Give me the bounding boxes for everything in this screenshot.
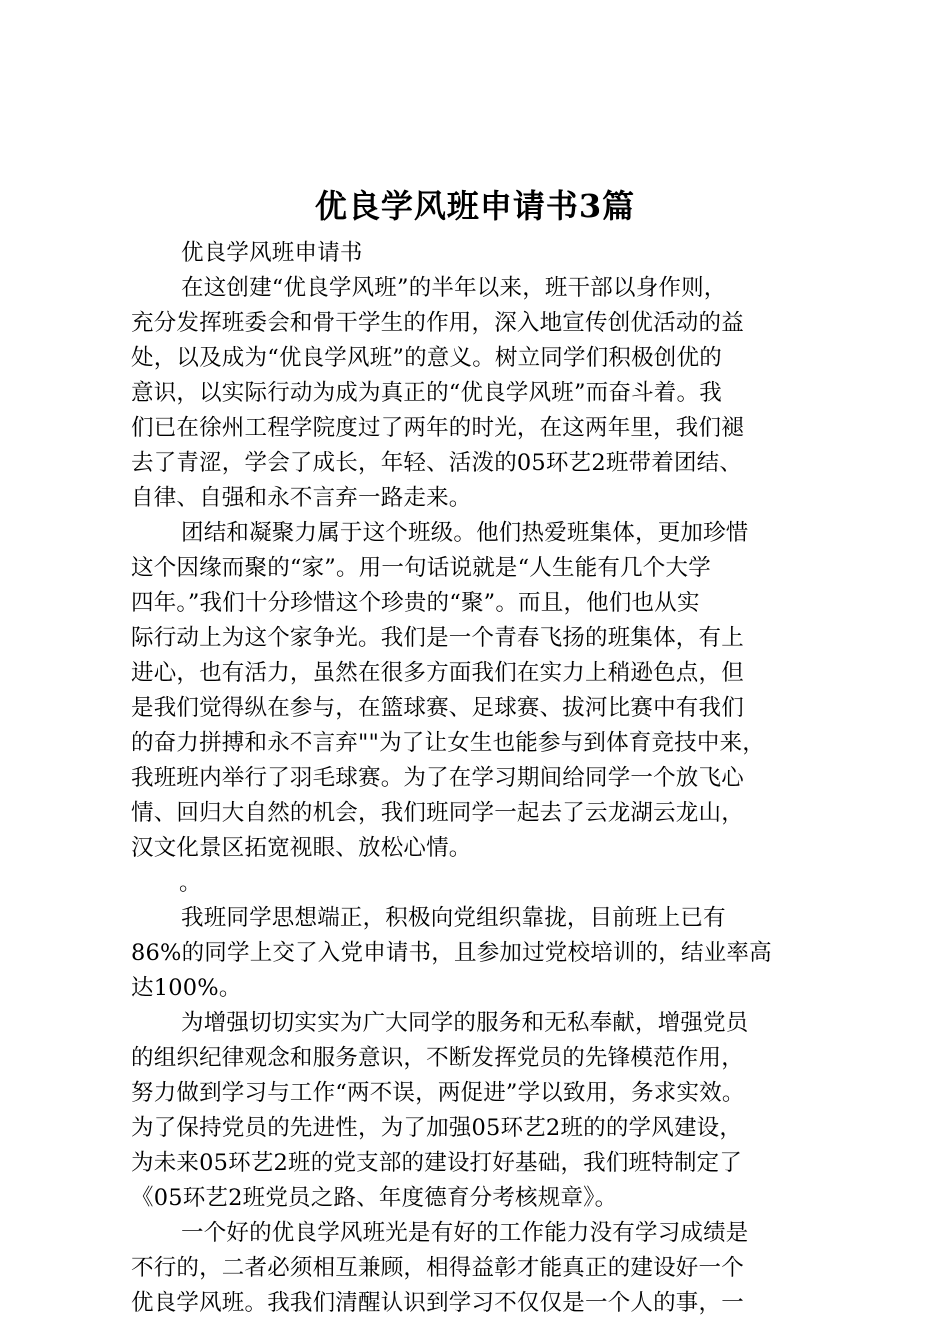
paragraph-line: 自律、自强和永不言弃一路走来。 <box>131 485 472 511</box>
paragraph-line: 这个因缘而聚的“家”。用一句话说就是“人生能有几个大学 <box>131 555 711 581</box>
paragraph-line: 去了青涩，学会了成长，年轻、活泼的05环艺2班带着团结、 <box>131 450 743 476</box>
paragraph-line: 在这创建“优良学风班”的半年以来，班干部以身作则， <box>181 275 727 301</box>
paragraph-line: 团结和凝聚力属于这个班级。他们热爱班集体，更加珍惜 <box>181 520 749 546</box>
stray-mark: 。 <box>179 870 202 896</box>
paragraph-line: 不行的，二者必须相互兼顾，相得益彰才能真正的建设好一个 <box>131 1255 744 1281</box>
paragraph-line: 处，以及成为“优良学风班”的意义。树立同学们积极创优的 <box>131 345 722 371</box>
document-body <box>131 236 851 1321</box>
paragraph-line: 的组织纪律观念和服务意识，不断发挥党员的先锋模范作用， <box>131 1045 744 1071</box>
paragraph-line: 是我们觉得纵在参与，在篮球赛、足球赛、拔河比赛中有我们 <box>131 695 744 721</box>
paragraph-line: 我班同学思想端正，积极向党组织靠拢，目前班上已有 <box>181 905 726 931</box>
paragraph-line: 努力做到学习与工作“两不误，两促进”学以致用，务求实效。 <box>131 1080 745 1106</box>
paragraph-line: 达100%。 <box>131 975 242 1001</box>
paragraph-line: 们已在徐州工程学院度过了两年的时光，在这两年里，我们褪 <box>131 415 744 441</box>
paragraph-line: 四年。”我们十分珍惜这个珍贵的“聚”。而且，他们也从实 <box>131 590 700 616</box>
document-title: 优良学风班申请书3篇 <box>314 187 636 225</box>
paragraph-line: 为了保持党员的先进性，为了加强05环艺2班的的学风建设， <box>131 1115 743 1141</box>
paragraph-line: 优良学风班。我我们清醒认识到学习不仅仅是一个人的事，一 <box>131 1290 744 1316</box>
paragraph-line: 86%的同学上交了入党申请书，且参加过党校培训的，结业率高 <box>131 940 772 966</box>
paragraph-line: 为增强切切实实为广大同学的服务和无私奉献，增强党员 <box>181 1010 749 1036</box>
paragraph-line: 情、回归大自然的机会，我们班同学一起去了云龙湖云龙山， <box>131 800 744 826</box>
paragraph-line: 的奋力拼搏和永不言弃""为了让女生也能参与到体育竞技中来， <box>131 730 765 756</box>
paragraph-line: 进心，也有活力，虽然在很多方面我们在实力上稍逊色点，但 <box>131 660 744 686</box>
paragraph-line: 汉文化景区拓宽视眼、放松心情。 <box>131 835 472 861</box>
paragraph-line: 我班班内举行了羽毛球赛。为了在学习期间给同学一个放飞心 <box>131 765 744 791</box>
paragraph-line: 意识，以实际行动为成为真正的“优良学风班”而奋斗着。我 <box>131 380 722 406</box>
paragraph-line: 一个好的优良学风班光是有好的工作能力没有学习成绩是 <box>181 1220 749 1246</box>
paragraph-line: 《05环艺2班党员之路、年度德育分考核规章》。 <box>131 1185 618 1211</box>
paragraph-line: 为未来05环艺2班的党支部的建设打好基础，我们班特制定了 <box>131 1150 743 1176</box>
subtitle-line: 优良学风班申请书 <box>181 240 363 266</box>
paragraph-line: 充分发挥班委会和骨干学生的作用，深入地宣传创优活动的益 <box>131 310 744 336</box>
paragraph-line: 际行动上为这个家争光。我们是一个青春飞扬的班集体，有上 <box>131 625 744 651</box>
